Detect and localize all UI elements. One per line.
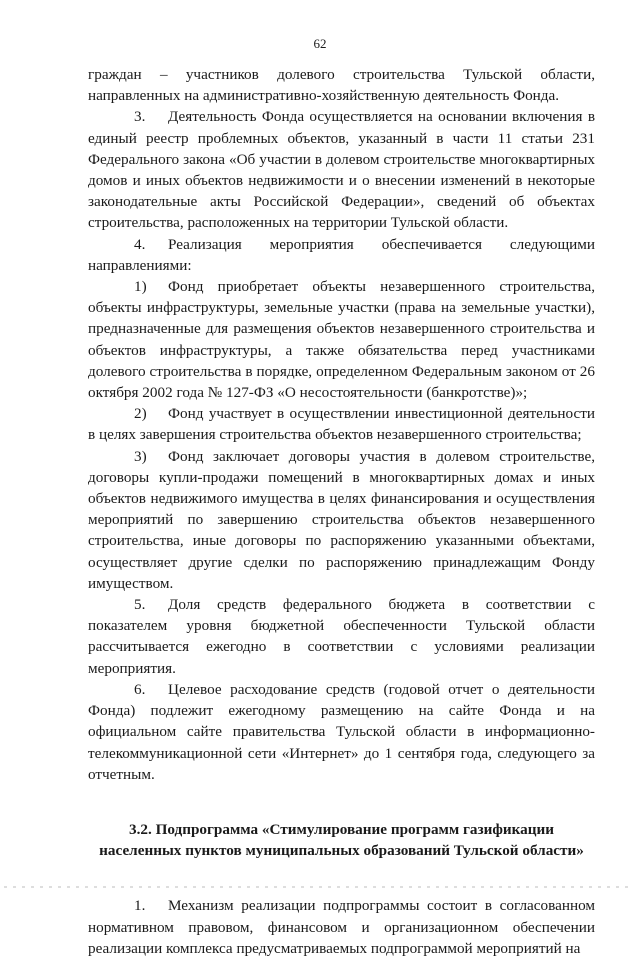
paragraph-3-text: Деятельность Фонда осуществляется на основании включения в единый реестр проблемных объектов, указанный в части 11 статьи 231 Федерального закона «Об участии в долевом строительстве многоквартирных домов и иных объектов недвижимости и о внесении изменений в некоторые законодательные акты Российской Федерации», сведений об объектах строительства, расположенных на территории Тульской области. [88, 108, 595, 232]
document-body [88, 64, 595, 959]
list-item-2 [88, 403, 595, 445]
scan-artifact-line [4, 886, 634, 888]
list-item-2-number: 2) [134, 405, 147, 423]
paragraph-3 [88, 106, 595, 233]
list-item-1 [88, 276, 595, 403]
section-paragraph-1-text: Механизм реализации подпрограммы состоит в согласованном нормативном правовом, финансовом и организационном обеспечении реализации комплекса предусматриваемых подпрограммой мероприятий на [88, 897, 595, 957]
paragraph-5-number: 5. [134, 596, 146, 614]
list-item-2-text: Фонд участвует в осуществлении инвестиционной деятельности в целях завершения строительства объектов незавершенного строительства; [88, 405, 595, 444]
paragraph-4 [88, 234, 595, 276]
section-paragraph-1-number: 1. [134, 897, 146, 915]
list-item-1-number: 1) [134, 278, 147, 296]
paragraph-6-text: Целевое расходование средств (годовой отчет о деятельности Фонда) подлежит ежегодному размещению на сайте Фонда и на официальном сайте правительства Тульской области в информационно-телекоммуникационной сети «Интернет» до 1 сентября года, следующего за отчетным. [88, 680, 595, 783]
paragraph-4-text: Реализация мероприятия обеспечивается следующими направлениями: [88, 235, 595, 274]
section-heading: 3.2. Подпрограмма «Стимулирование программ газификации населенных пунктов муниципальных образований Тульской области» [99, 820, 584, 860]
list-item-1-text: Фонд приобретает объекты незавершенного строительства, объекты инфраструктуры, земельные участки (права на земельные участки), предназначенные для размещения объектов незавершенного строительства и объектов инфраструктуры, а также обязательства перед участниками долевого строительства в порядке, определенном Федеральным законом от 26 октября 2002 года № 127-ФЗ «О несостоятельности (банкротстве)»; [88, 278, 595, 402]
list-item-3-text: Фонд заключает договоры участия в долевом строительстве, договоры купли-продажи помещений в многоквартирных домах и иных объектов недвижимого имущества в целях финансирования и осуществления мероприятий по завершению строительства объектов незавершенного строительства, иные договоры по распоряжению указанными объектами, осуществляет другие сделки по распоряжению принадлежащим Фонду имуществом. [88, 447, 595, 592]
paragraph-3-number: 3. [134, 108, 146, 126]
paragraph-5 [88, 594, 595, 679]
paragraph-continuation: граждан – участников долевого строительства Тульской области, направленных на административно-хозяйственную деятельность Фонда. [88, 66, 595, 105]
paragraph-6 [88, 679, 595, 785]
paragraph-4-number: 4. [134, 235, 146, 253]
list-item-3 [88, 446, 595, 594]
page-number: 62 [313, 36, 327, 51]
paragraph-5-text: Доля средств федерального бюджета в соответствии с показателем уровня бюджетной обеспеченности Тульской области рассчитывается ежегодно в соответствии с условиями реализации мероприятия. [88, 596, 595, 677]
paragraph-6-number: 6. [134, 680, 146, 698]
list-item-3-number: 3) [134, 447, 147, 465]
